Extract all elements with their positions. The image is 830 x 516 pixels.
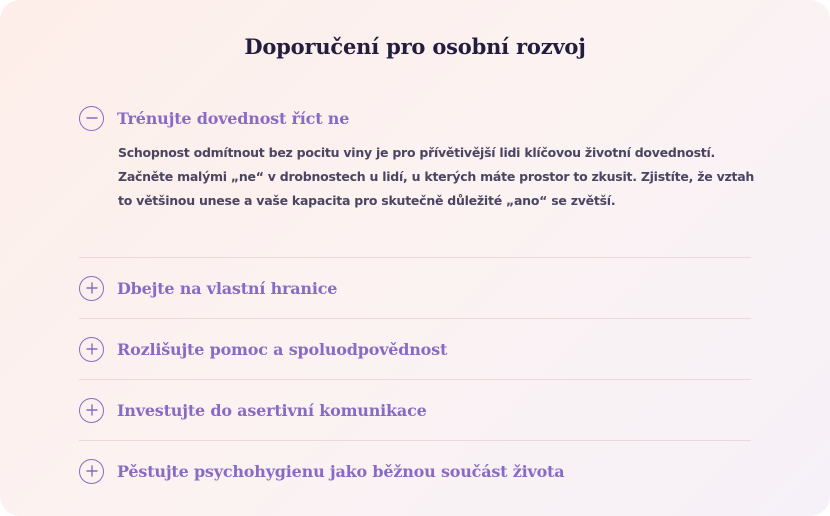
minus-icon[interactable] — [79, 106, 104, 131]
plus-icon[interactable] — [79, 398, 104, 423]
accordion-item-1 — [79, 96, 755, 258]
accordion-title-2: Dbejte na vlastní hranice — [117, 278, 338, 298]
accordion-title-1: Trénujte dovednost říct ne — [117, 108, 350, 128]
accordion-item-4 — [79, 380, 751, 441]
accordion-title-4: Investujte do asertivní komunikace — [117, 400, 427, 420]
accordion-text-1: Schopnost odmítnout bez pocitu viny je pro přívětivější lidi klíčovou životní dovedností. Začněte malými „ne“ v drobnostech u lidí, u kterých máte prostor to zkusit. Zjistíte, že vztah to většinou unese a vaše kapacita pro skutečně důležité „ano“ se zvětší. — [118, 145, 755, 208]
plus-icon[interactable] — [79, 276, 104, 301]
plus-icon[interactable] — [79, 337, 104, 362]
accordion-title-3: Rozlišujte pomoc a spoluodpovědnost — [117, 339, 448, 359]
plus-icon[interactable] — [79, 459, 104, 484]
accordion-item-5 — [79, 441, 751, 501]
accordion-header-5[interactable] — [79, 441, 751, 501]
accordion-header-1[interactable] — [79, 96, 751, 140]
accordion-title-5: Pěstujte psychohygienu jako běžnou součást života — [117, 461, 565, 481]
accordion-header-4[interactable] — [79, 380, 751, 440]
accordion-item-2 — [79, 258, 751, 319]
accordion-item-3 — [79, 319, 751, 380]
accordion-header-3[interactable] — [79, 319, 751, 379]
accordion — [79, 96, 755, 501]
accordion-content-1 — [79, 141, 755, 257]
page-title: Doporučení pro osobní rozvoj — [244, 34, 586, 59]
accordion-header-2[interactable] — [79, 258, 751, 318]
